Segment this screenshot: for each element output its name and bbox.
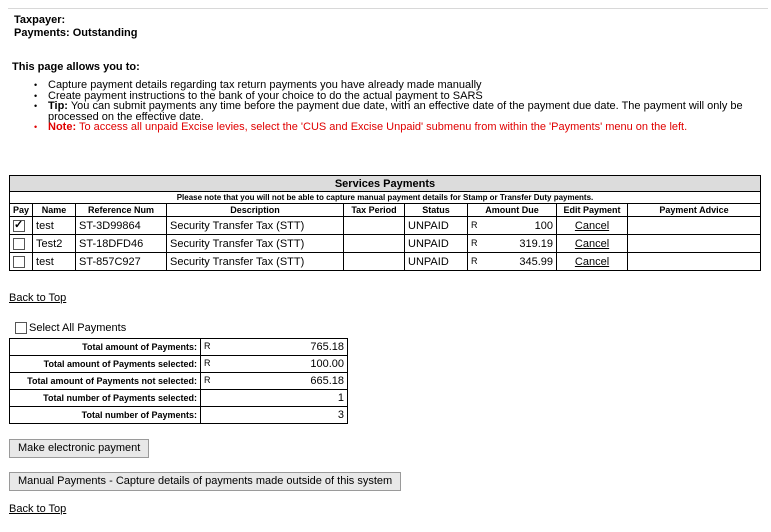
currency-symbol: R xyxy=(471,255,478,266)
bullet-note xyxy=(34,122,749,133)
page-title: Payments: Outstanding xyxy=(14,27,138,39)
amount-cell xyxy=(468,253,557,271)
reference-cell: ST-857C927 xyxy=(76,253,167,271)
edit-cell xyxy=(557,217,628,235)
table-header-row xyxy=(10,204,761,217)
top-divider xyxy=(8,8,768,9)
tax-period-cell xyxy=(344,217,405,235)
select-all-label: Select All Payments xyxy=(29,322,127,334)
table-row xyxy=(10,235,761,253)
col-header-pay: Pay xyxy=(10,204,33,217)
table-row xyxy=(10,253,761,271)
col-header-status: Status xyxy=(405,204,468,217)
pay-checkbox[interactable] xyxy=(13,256,25,268)
bullet-create: • Create payment instructions to the bank of your choice to do the actual payment to SARS xyxy=(34,91,749,102)
intro-bullet-list xyxy=(34,80,749,133)
taxpayer-label: Taxpayer: xyxy=(14,14,66,26)
pay-checkbox[interactable] xyxy=(13,220,25,232)
value-text: 3 xyxy=(337,409,344,421)
bullet-tip xyxy=(34,101,749,122)
select-all-row xyxy=(15,322,126,334)
tax-period-cell xyxy=(344,235,405,253)
description-cell: Security Transfer Tax (STT) xyxy=(167,235,344,253)
col-header-name: Name xyxy=(33,204,76,217)
table-title: Services Payments xyxy=(10,176,761,192)
col-header-tax-period: Tax Period xyxy=(344,204,405,217)
count-selected-value xyxy=(201,390,348,407)
currency-symbol: R xyxy=(204,375,211,385)
advice-cell xyxy=(628,235,761,253)
amount-value: 345.99 xyxy=(519,255,554,268)
totals-row xyxy=(10,390,348,407)
bullet-capture: • Capture payment details regarding tax return payments you have already made manually xyxy=(34,80,749,91)
col-header-payment-advice: Payment Advice xyxy=(628,204,761,217)
manual-payments-button[interactable]: Manual Payments - Capture details of payments made outside of this system xyxy=(9,472,401,491)
tip-label: Tip: xyxy=(48,100,68,112)
reference-cell: ST-3D99864 xyxy=(76,217,167,235)
description-cell: Security Transfer Tax (STT) xyxy=(167,217,344,235)
status-cell: UNPAID xyxy=(405,217,468,235)
pay-checkbox[interactable] xyxy=(13,238,25,250)
value-text: 1 xyxy=(337,392,344,404)
count-total-label: Total number of Payments: xyxy=(10,407,201,424)
totals-row xyxy=(10,339,348,356)
edit-cell xyxy=(557,253,628,271)
note-text: To access all unpaid Excise levies, select the 'CUS and Excise Unpaid' submenu from within the 'Payments' menu on the left. xyxy=(76,121,688,133)
totals-row xyxy=(10,373,348,390)
back-to-top-link-bottom[interactable]: Back to Top xyxy=(9,503,67,515)
note-label: Note: xyxy=(48,121,77,133)
col-header-edit-payment: Edit Payment xyxy=(557,204,628,217)
advice-cell xyxy=(628,217,761,235)
currency-symbol: R xyxy=(471,237,478,248)
description-cell: Security Transfer Tax (STT) xyxy=(167,253,344,271)
make-electronic-payment-button[interactable]: Make electronic payment xyxy=(9,439,149,458)
select-all-checkbox[interactable] xyxy=(15,322,27,334)
total-amount-label: Total amount of Payments: xyxy=(10,339,201,356)
status-cell: UNPAID xyxy=(405,253,468,271)
intro-heading: This page allows you to: xyxy=(12,61,140,73)
pay-cell xyxy=(10,235,33,253)
count-total-value xyxy=(201,407,348,424)
cancel-link[interactable]: Cancel xyxy=(574,255,610,268)
currency-symbol: R xyxy=(204,358,211,368)
cancel-link[interactable]: Cancel xyxy=(574,219,610,232)
value-text: 100.00 xyxy=(310,358,344,370)
value-text: 765.18 xyxy=(310,341,344,353)
name-cell: test xyxy=(33,217,76,235)
totals-row xyxy=(10,356,348,373)
services-payments-table xyxy=(9,175,761,271)
edit-cell xyxy=(557,235,628,253)
total-not-selected-value xyxy=(201,373,348,390)
totals-row xyxy=(10,407,348,424)
name-cell: test xyxy=(33,253,76,271)
total-selected-value xyxy=(201,356,348,373)
tax-period-cell xyxy=(344,253,405,271)
value-text: 665.18 xyxy=(310,375,344,387)
amount-value: 319.19 xyxy=(519,237,554,250)
total-selected-label: Total amount of Payments selected: xyxy=(10,356,201,373)
amount-value: 100 xyxy=(534,219,554,232)
currency-symbol: R xyxy=(471,219,478,230)
advice-cell xyxy=(628,253,761,271)
table-note: Please note that you will not be able to capture manual payment details for Stamp or Transfer Duty payments. xyxy=(10,192,761,204)
totals-table xyxy=(9,338,348,424)
amount-cell xyxy=(468,217,557,235)
pay-cell xyxy=(10,253,33,271)
total-amount-value xyxy=(201,339,348,356)
name-cell: Test2 xyxy=(33,235,76,253)
back-to-top-link[interactable]: Back to Top xyxy=(9,292,67,304)
col-header-amount-due: Amount Due xyxy=(468,204,557,217)
table-row xyxy=(10,217,761,235)
tip-text: You can submit payments any time before the payment due date, with an effective date of the payment due date. The payment will only be processed on the effective date. xyxy=(48,100,743,123)
cancel-link[interactable]: Cancel xyxy=(574,237,610,250)
col-header-reference: Reference Num xyxy=(76,204,167,217)
col-header-description: Description xyxy=(167,204,344,217)
pay-cell xyxy=(10,217,33,235)
reference-cell: ST-18DFD46 xyxy=(76,235,167,253)
amount-cell xyxy=(468,235,557,253)
status-cell: UNPAID xyxy=(405,235,468,253)
currency-symbol: R xyxy=(204,341,211,351)
total-not-selected-label: Total amount of Payments not selected: xyxy=(10,373,201,390)
count-selected-label: Total number of Payments selected: xyxy=(10,390,201,407)
